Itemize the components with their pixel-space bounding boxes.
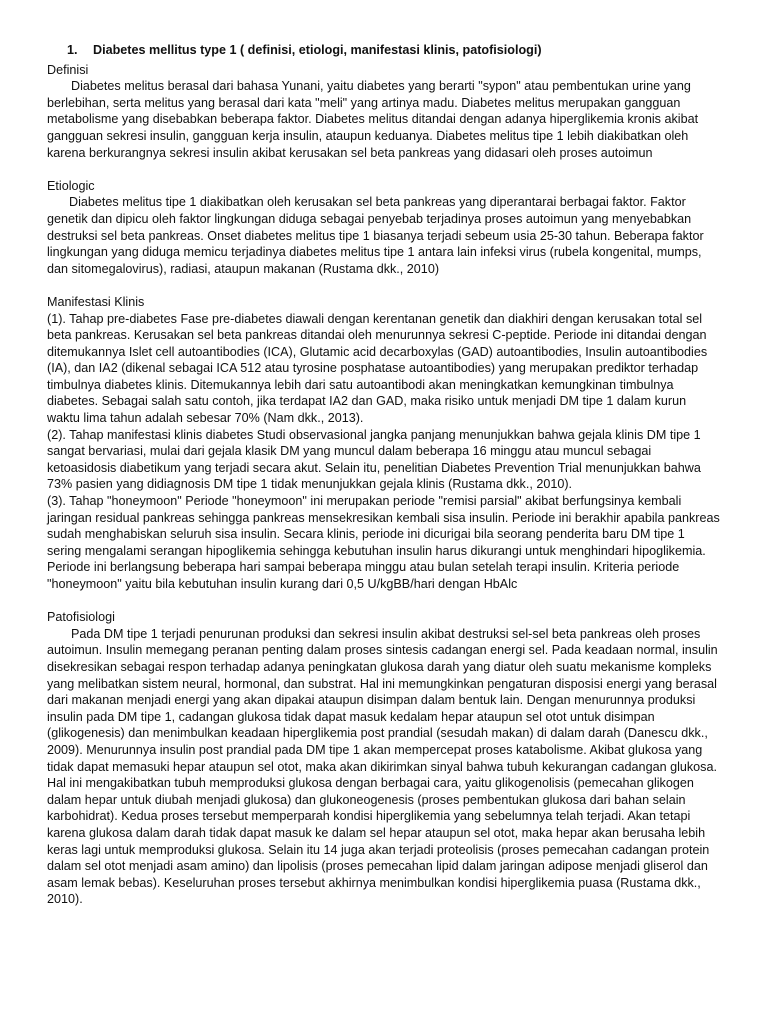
heading-definisi: Definisi bbox=[47, 62, 89, 77]
paragraph-definisi: Diabetes melitus berasal dari bahasa Yunani, yaitu diabetes yang berarti "sypon" atau pembentukan urine yang berlebihan, serta melitus yang berasal dari kata "meli" yang artinya madu. Diabetes melitus merupakan gangguan metabolisme yang disebabkan beberapa faktor. Diabetes melitus ditandai dengan adanya hiperglikemia kronis akibat gangguan sekresi insulin, gangguan kerja insulin, ataupun keduanya. Diabetes melitus tipe 1 lebih diakibatkan oleh karena berkurangnya sekresi insulin akibat kerusakan sel beta pankreas yang didasari oleh proses autoimun bbox=[47, 79, 699, 160]
title-text: Diabetes mellitus type 1 ( definisi, etiologi, manifestasi klinis, patofisiologi) bbox=[93, 43, 542, 57]
heading-patofisiologi: Patofisiologi bbox=[47, 610, 115, 625]
manifestasi-item-2: (2). Tahap manifestasi klinis diabetes Studi observasional jangka panjang menunjukkan bahwa gejala klinis DM tipe 1 sangat bervariasi, mulai dari gejala klasik DM yang muncul dalam beberapa 16 minggu atau muncul sebagai ketoasidosis diabetikum yang terjadi secara akut. Selain itu, penelitian Diabetes Prevention Trial menunjukkan bahwa 73% pasien yang didiagnosis DM tipe 1 tidak menunjukkan gejala klinis (Rustama dkk., 2010). bbox=[47, 427, 701, 492]
heading-manifestasi-klinis: Manifestasi Klinis bbox=[47, 294, 145, 309]
manifestasi-item-3: (3). Tahap "honeymoon" Periode "honeymoon" ini merupakan periode "remisi parsial" akibat berfungsinya kembali jaringan residual pankreas sehingga pankreas mensekresikan kembali sisa insulin. Periode ini berakhir apabila pankreas sudah menghabiskan seluruh sisa insulin. Secara klinis, periode ini dicurigai bila seorang penderita baru DM tipe 1 sering mengalami serangan hipoglikemia sehingga kebutuhan insulin harus dikurangi untuk menghindari hipoglikemia. Periode ini berlangsung beberapa hari sampai beberapa minggu atau bulan setelah terapi insulin. Kriteria periode "honeymoon" yaitu bila kebutuhan insulin kurang dari 0,5 U/kgBB/hari dengan HbAlc bbox=[47, 494, 720, 591]
heading-etiologic: Etiologic bbox=[47, 178, 95, 193]
title-number: 1. bbox=[67, 43, 78, 57]
paragraph-patofisiologi: Pada DM tipe 1 terjadi penurunan produksi dan sekresi insulin akibat destruksi sel-sel beta pankreas oleh proses autoimun. Insulin memegang peranan penting dalam proses sintesis cadangan energi sel. Pada keadaan normal, insulin disekresikan sebagai respon terhadap adanya peningkatan glukosa darah yang diatur oleh suatu mekanisme kompleks yang melibatkan sistem neural, hormonal, dan substrat. Hal ini memungkinkan pengaturan disposisi energi yang berasal dari makanan menjadi energi yang akan dipakai ataupun disimpan dalam bentuk lain. Dengan menurunnya produksi insulin pada DM tipe 1, cadangan glukosa tidak dapat masuk kedalam hepar ataupun sel otot untuk disimpan (glikogenesis) dan menimbulkan keadaan hiperglikemia post prandial (sesudah makan) di dalam darah (Danescu dkk., 2009). Menurunnya insulin post prandial pada DM tipe 1 akan mempercepat proses katabolisme. Akibat glukosa yang tidak dapat memasuki hepar ataupun sel otot, maka akan dikirimkan sinyal bahwa tubuh kekurangan cadangan glukosa. Hal ini mengakibatkan tubuh memproduksi glukosa dengan berbagai cara, yaitu glikogenolisis (pemecahan glikogen dalam hepar untuk diubah menjadi glukosa) dan glukoneogenesis (proses pembentukan glukosa dari bahan selain karbohidrat). Kedua proses tersebut memperparah kondisi hiperglikemia yang sebelumnya telah terjadi. Akan tetapi karena glukosa dalam darah tidak dapat masuk ke dalam sel hepar ataupun sel otot, maka hepar akan berusaha lebih keras lagi untuk memproduksi glukosa. Selain itu 14 juga akan terjadi proteolisis (proses pemecahan cadangan protein dalam sel otot menjadi asam amino) dan lipolisis (proses pemecahan lipid dalam jaringan adipose menjadi gliserol dan asam lemak bebas). Keseluruhan proses tersebut akhirnya menimbulkan kondisi hiperglikemia puasa (Rustama dkk., 2010). bbox=[47, 626, 718, 907]
document-title bbox=[67, 42, 722, 59]
paragraph-etiologic: Diabetes melitus tipe 1 diakibatkan oleh kerusakan sel beta pankreas yang diperantarai berbagai faktor. Faktor genetik dan dipicu oleh faktor lingkungan diduga sebagai penyebab terjadinya proses autoimun yang menyebabkan destruksi sel beta pankreas. Onset diabetes melitus tipe 1 biasanya terjadi sebeum usia 25-30 tahun. Beberapa faktor lingkungan yang diduga memicu terjadinya diabetes melitus tipe 1 antara lain infeksi virus (rubela kongenital, mumps, dan sitomegalovirus), radiasi, ataupun makanan (Rustama dkk., 2010) bbox=[47, 195, 704, 276]
spacer bbox=[47, 277, 722, 294]
spacer bbox=[47, 161, 722, 178]
spacer bbox=[47, 593, 722, 610]
manifestasi-item-1: (1). Tahap pre-diabetes Fase pre-diabetes diawali dengan kerentanan genetik dan diakhiri dengan kerusakan total sel beta pankreas. Kerusakan sel beta pankreas ditandai oleh menurunnya sekresi C-peptide. Periode ini ditandai dengan ditemukannya Islet cell autoantibodies (ICA), Glutamic acid decarboxylas (GAD) autoantibodies, Insulin autoantibodies (IA), dan IA2 (dikenal sebagai ICA 512 atau tyrosine posphatase autoantibodies) yang merupakan prediktor terhadap timbulnya diabetes klinis. Ditemukannya lebih dari satu autoantibodi akan meningkatkan kemungkinan timbulnya diabetes. Sebagai salah satu contoh, jika terdapat IA2 dan GAD, maka risiko untuk menjadi DM tipe 1 dalam kurun waktu lima tahun adalah sebesar 70% (Nam dkk., 2013). bbox=[47, 311, 708, 426]
